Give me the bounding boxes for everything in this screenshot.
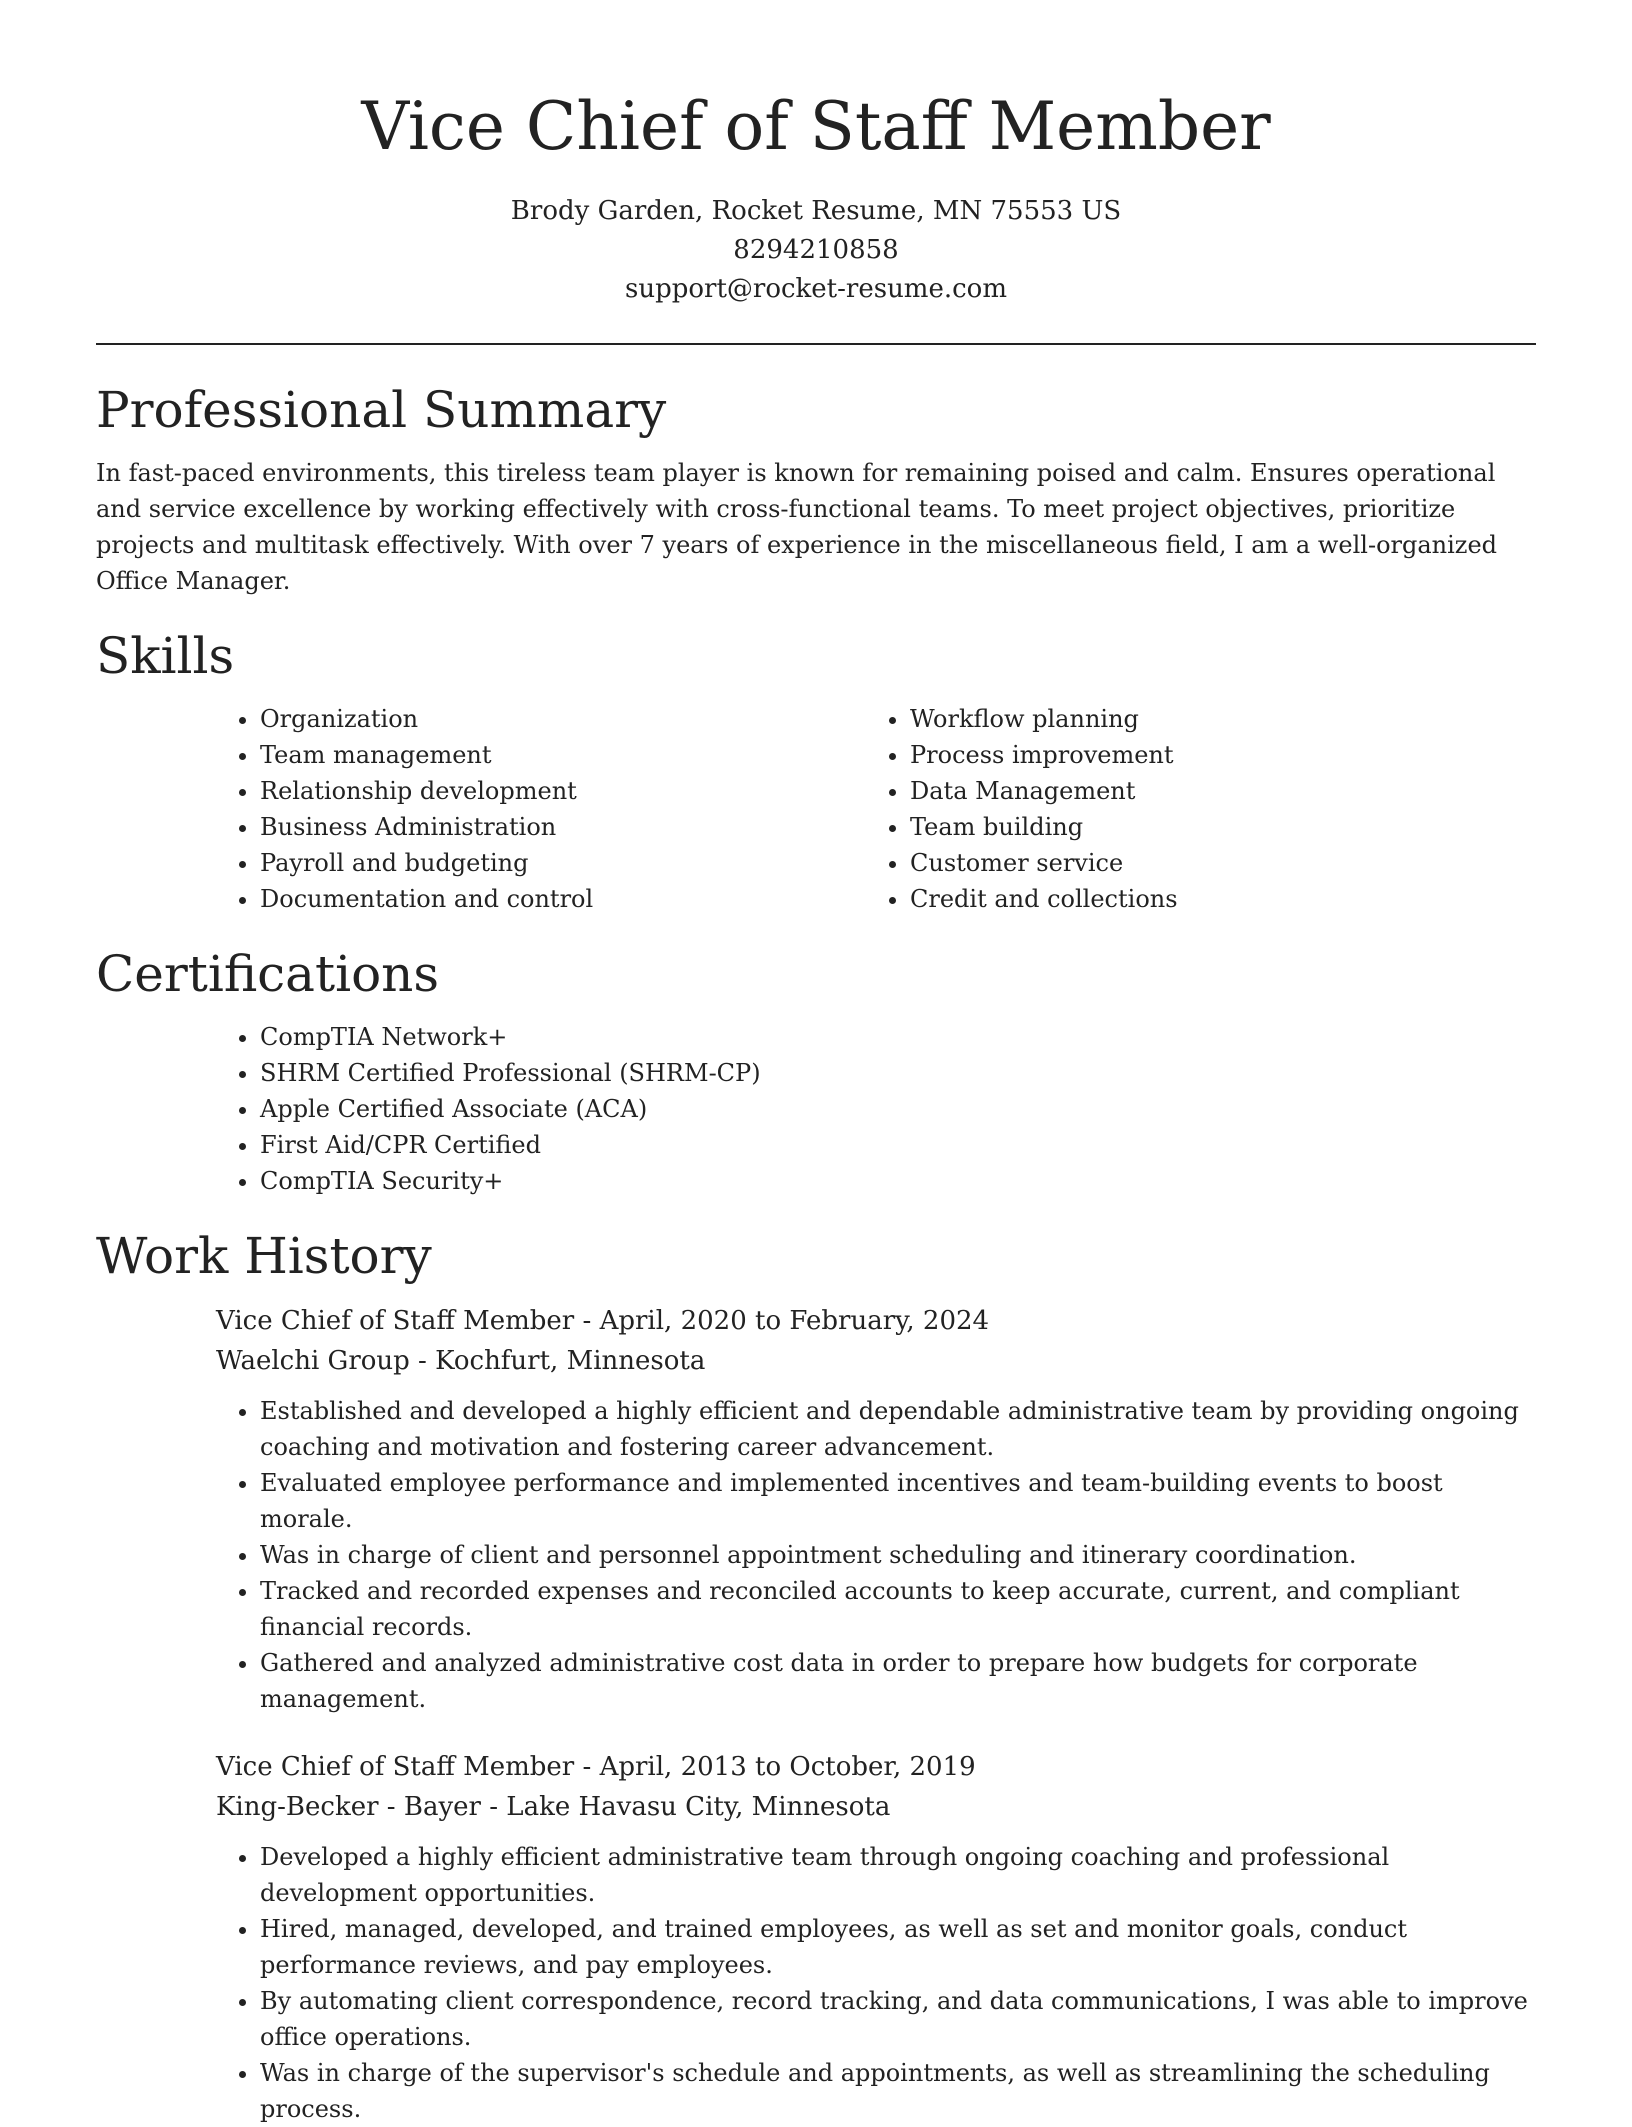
job-bullets xyxy=(216,1393,1536,1717)
job-company: Waelchi Group xyxy=(216,1346,410,1376)
certification-item: • First Aid/CPR Certified xyxy=(260,1127,1536,1163)
skills-list-right xyxy=(866,701,1516,917)
contact-phone: 8294210858 xyxy=(733,235,899,265)
skill-item: • Data Management xyxy=(910,773,1516,809)
certifications-section xyxy=(96,943,1536,1199)
contact-email: support@rocket-resume.com xyxy=(624,274,1007,304)
skill-item: • Process improvement xyxy=(910,737,1516,773)
certification-item: • CompTIA Network+ xyxy=(260,1019,1536,1055)
job-location: Kochfurt, Minnesota xyxy=(435,1346,706,1376)
job-bullet: • Was in charge of client and personnel appointment scheduling and itinerary coordination. xyxy=(260,1537,1536,1573)
skill-item: • Customer service xyxy=(910,845,1516,881)
certification-item: • SHRM Certified Professional (SHRM-CP) xyxy=(260,1055,1536,1091)
skill-item: • Credit and collections xyxy=(910,881,1516,917)
contact-address: Brody Garden, Rocket Resume, MN 75553 US xyxy=(510,196,1122,226)
skills-column-right xyxy=(866,701,1516,917)
job-entry xyxy=(216,1301,1536,1717)
section-title-work-history: Work History xyxy=(96,1227,432,1285)
job-employer: King-Becker - Bayer - Lake Havasu City, Minnesota xyxy=(216,1792,891,1822)
skills-list-left xyxy=(216,701,866,917)
job-bullet: • Developed a highly efficient administrative team through ongoing coaching and professional development opportunities. xyxy=(260,1839,1536,1911)
skill-item: • Payroll and budgeting xyxy=(260,845,866,881)
skills-column-left xyxy=(216,701,866,917)
job-title: Vice Chief of Staff Member xyxy=(216,1752,575,1782)
jobs-list xyxy=(216,1301,1536,2127)
summary-section xyxy=(96,379,1536,599)
job-bullet: • Tracked and recorded expenses and reconciled accounts to keep accurate, current, and compliant financial records. xyxy=(260,1573,1536,1645)
skill-item: • Business Administration xyxy=(260,809,866,845)
section-title-skills: Skills xyxy=(96,627,235,685)
job-dates: April, 2020 to February, 2024 xyxy=(599,1306,990,1336)
job-company: King-Becker - Bayer xyxy=(216,1792,481,1822)
certifications-list xyxy=(216,1019,1536,1199)
skills-columns xyxy=(216,701,1536,917)
certification-item: • CompTIA Security+ xyxy=(260,1163,1536,1199)
section-title-certifications: Certifications xyxy=(96,945,440,1003)
skill-item: • Team management xyxy=(260,737,866,773)
resume-page xyxy=(96,0,1536,2127)
job-heading: Vice Chief of Staff Member - April, 2020 to February, 2024 xyxy=(216,1306,990,1336)
job-bullet: • Evaluated employee performance and implemented incentives and team-building events to boost morale. xyxy=(260,1465,1536,1537)
job-heading: Vice Chief of Staff Member - April, 2013 to October, 2019 xyxy=(216,1752,976,1782)
skills-section xyxy=(96,625,1536,917)
work-history-section xyxy=(96,1225,1536,2127)
job-title: Vice Chief of Staff Member xyxy=(216,1306,575,1336)
header-divider xyxy=(96,343,1536,345)
contact-info xyxy=(96,192,1536,309)
job-bullet: • Hired, managed, developed, and trained employees, as well as set and monitor goals, conduct performance reviews, and pay employees. xyxy=(260,1911,1536,1983)
job-dates: April, 2013 to October, 2019 xyxy=(599,1752,976,1782)
summary-text: In fast-paced environments, this tireless team player is known for remaining poised and calm. Ensures operational and service excellence by working effectively with cross-functional teams. To meet project objectives, prioritize projects and multitask effectively. With over 7 years of experience in the miscellaneous field, I am a well-organized Office Manager. xyxy=(96,459,1498,595)
job-bullet: • Gathered and analyzed administrative cost data in order to prepare how budgets for corporate management. xyxy=(260,1645,1536,1717)
section-title-summary: Professional Summary xyxy=(96,381,667,439)
certification-item: • Apple Certified Associate (ACA) xyxy=(260,1091,1536,1127)
resume-header xyxy=(96,0,1536,309)
job-location: Lake Havasu City, Minnesota xyxy=(506,1792,891,1822)
job-entry xyxy=(216,1747,1536,2127)
skill-item: • Team building xyxy=(910,809,1516,845)
job-bullets xyxy=(216,1839,1536,2127)
candidate-name: Vice Chief of Staff Member xyxy=(361,88,1271,165)
skill-item: • Documentation and control xyxy=(260,881,866,917)
skill-item: • Workflow planning xyxy=(910,701,1516,737)
job-employer: Waelchi Group - Kochfurt, Minnesota xyxy=(216,1346,706,1376)
skill-item: • Organization xyxy=(260,701,866,737)
job-bullet: • By automating client correspondence, record tracking, and data communications, I was able to improve office operations. xyxy=(260,1983,1536,2055)
skill-item: • Relationship development xyxy=(260,773,866,809)
job-bullet: • Established and developed a highly efficient and dependable administrative team by providing ongoing coaching and motivation and fostering career advancement. xyxy=(260,1393,1536,1465)
job-bullet: • Was in charge of the supervisor's schedule and appointments, as well as streamlining the scheduling process. xyxy=(260,2055,1536,2127)
certifications-wrap xyxy=(216,1019,1536,1199)
